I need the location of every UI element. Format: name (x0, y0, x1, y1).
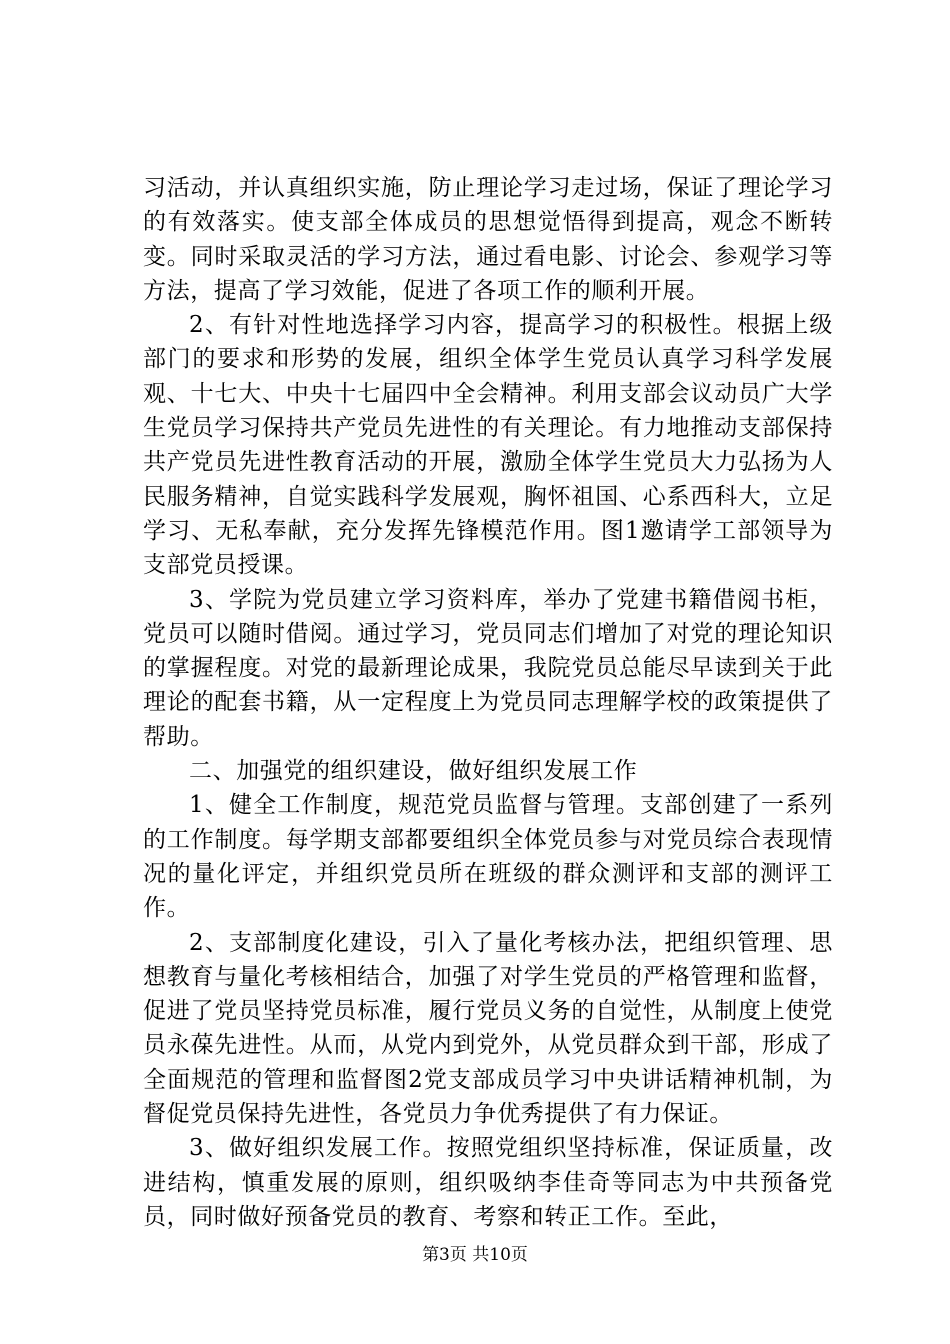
paragraph-item-3-development: 3、做好组织发展工作。按照党组织坚持标准，保证质量，改进结构，慎重发展的原则，组织吸纳李佳奇等同志为中共预备党员，同时做好预备党员的教育、考察和转正工作。至此， (143, 1135, 833, 1230)
page-footer: 第3页 共10页 (422, 1245, 528, 1265)
paragraph-item-3-study-library: 3、学院为党员建立学习资料库，举办了党建书籍借阅书柜，党员可以随时借阅。通过学习，党员同志们增加了对党的理论知识的掌握程度。对党的最新理论成果，我院党员总能尽早读到关于此理论的配套书籍，从一定程度上为党员同志理解学校的政策提供了帮助。 (143, 586, 833, 750)
paragraph-item-2-institutional: 2、支部制度化建设，引入了量化考核办法，把组织管理、思想教育与量化考核相结合，加强了对学生党员的严格管理和监督，促进了党员坚持党员标准，履行党员义务的自觉性，从制度上使党员永葆先进性。从而，从党内到党外，从党员群众到干部，形成了全面规范的管理和监督图2党支部成员学习中央讲话精神机制，为督促党员保持先进性，各党员力争优秀提供了有力保证。 (143, 929, 833, 1128)
section-heading-organization: 二、加强党的组织建设，做好组织发展工作 (189, 758, 638, 785)
paragraph-item-1-work-system: 1、健全工作制度，规范党员监督与管理。支部创建了一系列的工作制度。每学期支部都要组织全体党员参与对党员综合表现情况的量化评定，并组织党员所在班级的群众测评和支部的测评工作。 (143, 792, 833, 922)
paragraph-continuation: 习活动，并认真组织实施，防止理论学习走过场，保证了理论学习的有效落实。使支部全体成员的思想觉悟得到提高，观念不断转变。同时采取灵活的学习方法，通过看电影、讨论会、参观学习等方法，提高了学习效能，促进了各项工作的顺利开展。 (143, 175, 833, 304)
paragraph-item-2-study-content: 2、有针对性地选择学习内容，提高学习的积极性。根据上级部门的要求和形势的发展，组织全体学生党员认真学习科学发展观、十七大、中央十七届四中全会精神。利用支部会议动员广大学生党员学习保持共产党员先进性的有关理论。有力地推动支部保持共产党员先进性教育活动的开展，激励全体学生党员大力弘扬为人民服务精神，自觉实践科学发展观，胸怀祖国、心系西科大，立足学习、无私奉献，充分发挥先锋模范作用。图1邀请学工部领导为支部党员授课。 (143, 312, 833, 579)
document-body (143, 171, 833, 1234)
